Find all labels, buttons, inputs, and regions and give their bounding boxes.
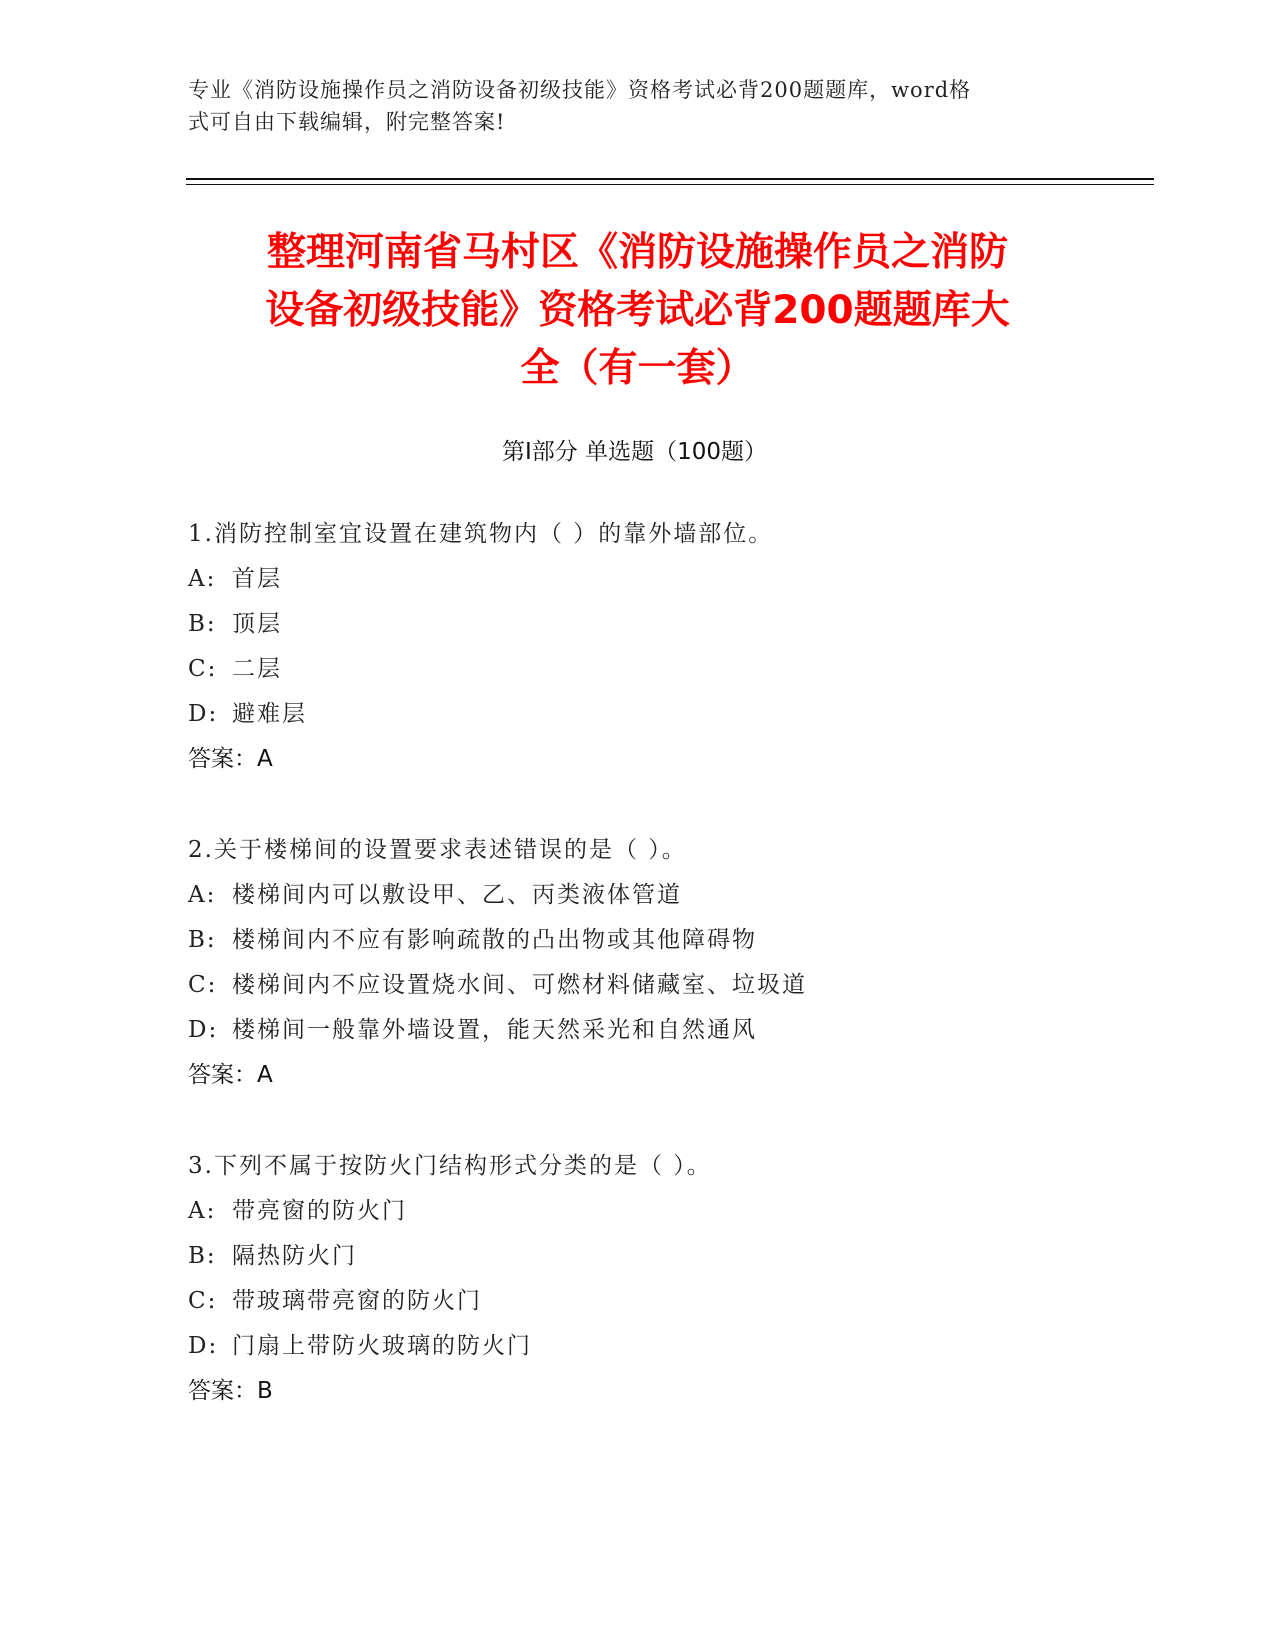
option-key: B: <box>188 611 217 637</box>
question-option-c <box>188 653 1088 698</box>
question-option-d <box>188 1330 1088 1375</box>
option-text: 带玻璃带亮窗的防火门 <box>232 1288 482 1314</box>
option-key: C: <box>188 656 218 682</box>
question-option-c <box>188 969 1088 1014</box>
option-key: D: <box>188 701 219 727</box>
option-key: D: <box>188 1017 219 1043</box>
question-option-b <box>188 1240 1088 1285</box>
option-text: 楼梯间一般靠外墙设置，能天然采光和自然通风 <box>232 1017 757 1043</box>
option-key: A: <box>188 1198 217 1224</box>
option-text: 带亮窗的防火门 <box>232 1198 407 1224</box>
option-key: A: <box>188 882 217 908</box>
option-text: 顶层 <box>232 611 282 637</box>
document-title <box>170 224 1105 398</box>
question-option-a <box>188 1195 1088 1240</box>
section-title: 第Ⅰ部分 单选题（100题） <box>502 439 767 465</box>
question-answer: 答案：A <box>188 746 273 772</box>
question-answer: 答案：B <box>188 1378 273 1404</box>
option-key: C: <box>188 972 218 998</box>
question-block <box>188 1150 1088 1407</box>
option-text: 楼梯间内不应有影响疏散的凸出物或其他障碍物 <box>232 927 757 953</box>
question-option-c <box>188 1285 1088 1330</box>
question-option-a <box>188 879 1088 924</box>
header-note-line-2: 式可自由下载编辑，附完整答案! <box>188 110 506 134</box>
question-block <box>188 834 1088 1091</box>
option-key: B: <box>188 927 217 953</box>
option-text: 二层 <box>232 656 282 682</box>
question-stem: 3.下列不属于按防火门结构形式分类的是（ ）。 <box>188 1153 712 1179</box>
question-option-a <box>188 563 1088 608</box>
document-title-line-3: 全（有一套） <box>520 346 755 391</box>
question-option-d <box>188 1014 1088 1059</box>
question-option-b <box>188 608 1088 653</box>
option-key: B: <box>188 1243 217 1269</box>
header-rule-thin <box>186 184 1154 185</box>
option-text: 楼梯间内不应设置烧水间、可燃材料储藏室、垃圾道 <box>232 972 807 998</box>
question-answer: 答案：A <box>188 1062 273 1088</box>
question-stem: 2.关于楼梯间的设置要求表述错误的是（ ）。 <box>188 837 687 863</box>
header-rule-thick <box>186 178 1154 180</box>
question-stem: 1.消防控制室宜设置在建筑物内（ ）的靠外墙部位。 <box>188 521 774 547</box>
option-text: 楼梯间内可以敷设甲、乙、丙类液体管道 <box>232 882 682 908</box>
option-key: D: <box>188 1333 219 1359</box>
option-text: 门扇上带防火玻璃的防火门 <box>232 1333 532 1359</box>
document-title-line-2: 设备初级技能》资格考试必背200题题库大 <box>265 288 1010 333</box>
question-option-d <box>188 698 1088 743</box>
document-title-line-1: 整理河南省马村区《消防设施操作员之消防 <box>266 230 1008 275</box>
header-note-line-1: 专业《消防设施操作员之消防设备初级技能》资格考试必背200题题库，word格 <box>188 78 972 102</box>
option-key: A: <box>188 566 217 592</box>
question-block <box>188 518 1088 775</box>
header-note <box>188 74 1078 138</box>
option-text: 避难层 <box>232 701 307 727</box>
option-key: C: <box>188 1288 218 1314</box>
option-text: 首层 <box>232 566 282 592</box>
option-text: 隔热防火门 <box>232 1243 357 1269</box>
question-option-b <box>188 924 1088 969</box>
